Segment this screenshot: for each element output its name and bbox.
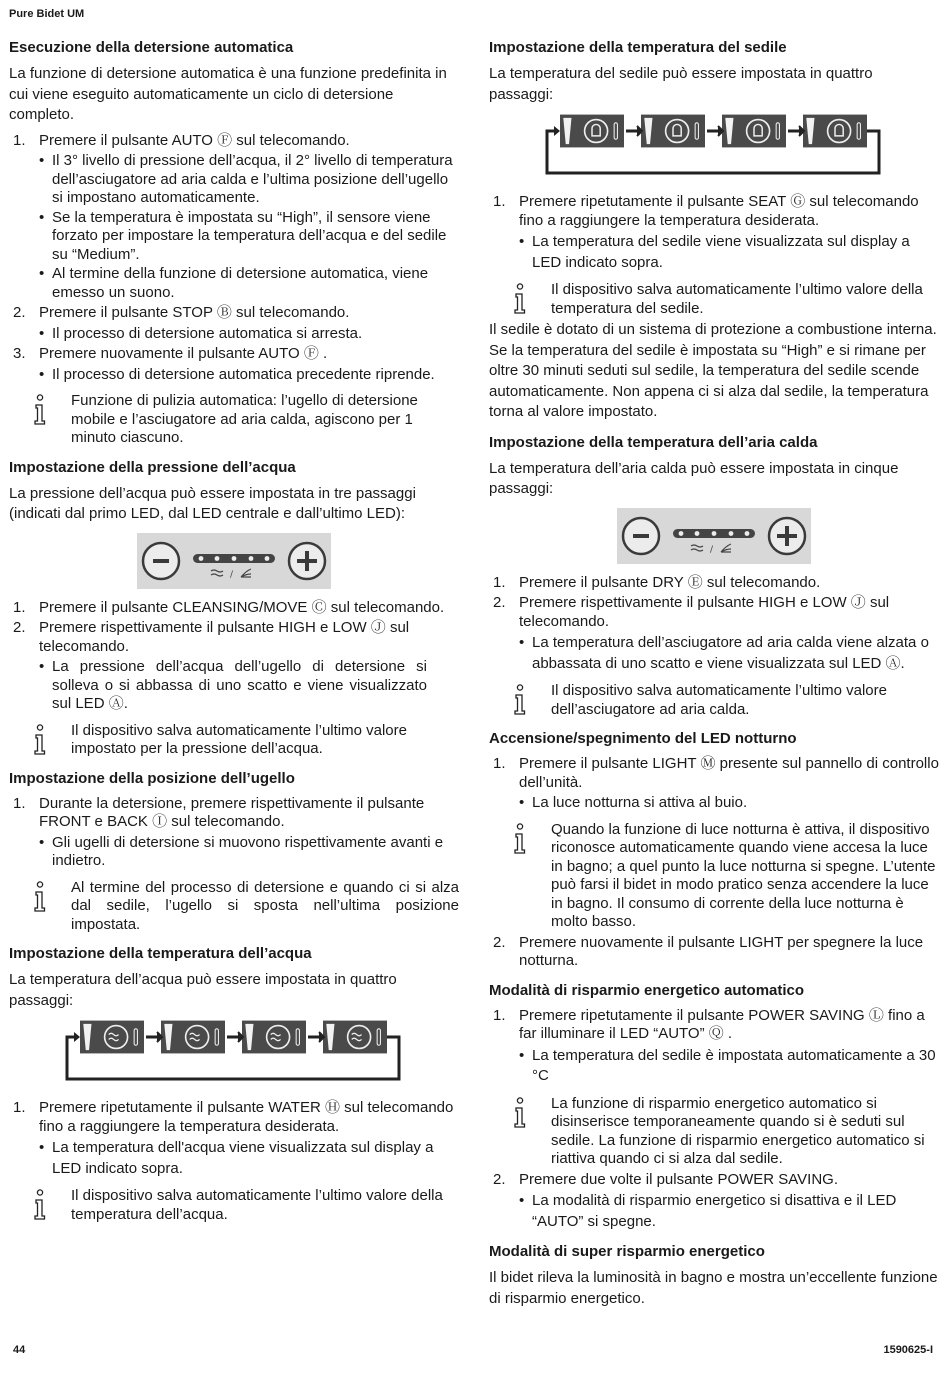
- step-1: 1. Durante la detersione, premere rispettivamente il pulsante FRONT e BACK Ⓘ sul telecomando.: [13, 794, 425, 830]
- bullet: • Gli ugelli di detersione si muovono rispettivamente avanti e indietro.: [9, 834, 459, 871]
- section-title: Impostazione della temperatura dell’acqua: [9, 945, 312, 962]
- info-icon: [31, 881, 49, 913]
- bullet: • La temperatura del sedile viene visualizzata sul display a LED indicato sopra.: [489, 232, 939, 273]
- section-seat-temperature: [489, 38, 939, 423]
- section-title: Impostazione della temperatura dell’aria calda: [489, 433, 818, 451]
- info-note: Funzione di pulizia automatica: l’ugello di detersione mobile e l’asciugatore ad aria calda, agiscono per 1 minuto ciascuno.: [9, 392, 459, 448]
- led-panel-icon: [137, 533, 331, 589]
- section-title: Modalità di risparmio energetico automatico: [489, 981, 805, 999]
- left-column: [9, 38, 459, 1234]
- bullet: • La luce notturna si attiva al buio.: [489, 794, 939, 813]
- section-water-pressure: [9, 458, 459, 759]
- section-intro: Il bidet rileva la luminosità in bagno e mostra un’eccellente funzione di risparmio energetico.: [489, 1269, 938, 1307]
- step-1: 1. Premere il pulsante AUTO Ⓕ sul telecomando.: [13, 131, 350, 149]
- bullet: • La temperatura dell’asciugatore ad aria calda viene alzata o abbassata di uno scatto e viene visualizzata sul LED Ⓐ.: [489, 633, 939, 674]
- section-auto-cleansing: [9, 38, 459, 448]
- step-1: 1. Premere ripetutamente il pulsante SEAT Ⓖ sul telecomando fino a raggiungere la temperatura desiderata.: [493, 193, 919, 229]
- document-code: 1590625-I: [883, 1344, 933, 1356]
- info-icon: [31, 1189, 49, 1221]
- led-panel-icon: [617, 508, 811, 564]
- step-1: 1. Premere il pulsante DRY Ⓔ sul telecomando.: [493, 573, 821, 591]
- info-note: Il dispositivo salva automaticamente l’ultimo valore dell’asciugatore ad aria calda.: [489, 682, 939, 719]
- section-night-light: [489, 729, 939, 971]
- step-1: 1. Premere ripetutamente il pulsante POWER SAVING Ⓛ fino a far illuminare il LED “AUTO” Ⓠ .: [493, 1006, 925, 1042]
- info-icon: [511, 823, 529, 855]
- step-1: 1. Premere il pulsante LIGHT Ⓜ presente sul pannello di controllo dell’unità.: [493, 755, 939, 791]
- bullet: • La temperatura dell'acqua viene visualizzata sul display a LED indicato sopra.: [9, 1138, 459, 1179]
- section-intro: La funzione di detersione automatica è una funzione predefinita in cui viene eseguito automaticamente un ciclo di detersione completo.: [9, 65, 447, 123]
- section-title: Accensione/spegnimento del LED notturno: [489, 730, 797, 747]
- document-header: Pure Bidet UM: [9, 8, 85, 20]
- section-intro: La pressione dell’acqua può essere impostata in tre passaggi (indicati dal primo LED, dal LED centrale e dall’ultimo LED):: [9, 484, 416, 522]
- temperature-cycle-icon: [62, 1019, 406, 1089]
- bullet: • Il processo di detersione automatica precedente riprende.: [9, 366, 459, 385]
- seat-temp-cycle-figure: [489, 113, 939, 183]
- bullet: • Se la temperatura è impostata su “High”, il sensore viene forzato per impostare la temperatura dell’acqua e del sedile su “Medium”.: [9, 209, 459, 265]
- step-2: 2. Premere rispettivamente il pulsante HIGH e LOW Ⓙ sul telecomando.: [13, 619, 410, 655]
- info-icon: [31, 724, 49, 756]
- temperature-cycle-icon: [542, 113, 886, 183]
- info-icon: [511, 283, 529, 315]
- page-number: 44: [13, 1344, 26, 1356]
- info-icon: [511, 1097, 529, 1129]
- info-icon: [511, 684, 529, 716]
- bullet: • Il 3° livello di pressione dell’acqua, il 2° livello di temperatura dell’asciugatore ad aria calda e l’ultima posizione dell’ugello si impostano automaticamente.: [9, 152, 459, 208]
- right-column: [489, 38, 939, 1319]
- section-water-temperature: [9, 944, 459, 1224]
- water-temp-cycle-figure: [9, 1019, 459, 1089]
- section-intro: La temperatura dell’aria calda può essere impostata in cinque passaggi:: [489, 459, 899, 497]
- info-note: La funzione di risparmio energetico automatico si disinserisce temporaneamente quando si è seduti sul sedile. La funzione di risparmio energetico automatico si riattiva quando ci si alza dal sedile.: [489, 1095, 939, 1169]
- seat-protection-paragraph: Il sedile è dotato di un sistema di protezione a combustione interna. Se la temperatura del sedile è impostata su “High” e si rimane per oltre 30 minuti seduti sul sedile, la temperatura del sedile scende automaticamente. Non appena ci si alza dal sedile, la temperatura torna al valore impostato.: [489, 321, 937, 420]
- info-note: Il dispositivo salva automaticamente l’ultimo valore della temperatura dell’acqua.: [9, 1187, 459, 1224]
- section-intro: La temperatura dell’acqua può essere impostata in quattro passaggi:: [9, 971, 397, 1009]
- air-led-panel-figure: [489, 508, 939, 564]
- bullet: • La modalità di risparmio energetico si disattiva e il LED “AUTO” si spegne.: [489, 1191, 939, 1232]
- section-super-power-saving: [489, 1242, 939, 1309]
- info-note: Il dispositivo salva automaticamente l’ultimo valore della temperatura del sedile.: [489, 281, 939, 318]
- step-1: 1. Premere il pulsante CLEANSING/MOVE Ⓒ sul telecomando.: [13, 598, 445, 616]
- step-2: 2. Premere rispettivamente il pulsante HIGH e LOW Ⓙ sul telecomando.: [493, 594, 890, 630]
- section-title: Impostazione della posizione dell’ugello: [9, 769, 295, 787]
- bullet: • Il processo di detersione automatica si arresta.: [9, 325, 459, 344]
- step-2: 2. Premere il pulsante STOP Ⓑ sul telecomando.: [13, 304, 350, 321]
- step-2: 2. Premere nuovamente il pulsante LIGHT per spegnere la luce notturna.: [493, 933, 924, 969]
- info-note: Al termine del processo di detersione e quando ci si alza dal sedile, l’ugello si sposta nell’ultima posizione impostata.: [9, 879, 459, 935]
- section-title: Impostazione della temperatura del sedile: [489, 39, 787, 56]
- section-nozzle-position: [9, 769, 459, 935]
- step-3: 3. Premere nuovamente il pulsante AUTO Ⓕ .: [13, 345, 328, 362]
- step-2: 2. Premere due volte il pulsante POWER SAVING.: [493, 1170, 839, 1188]
- bullet: • Al termine della funzione di detersione automatica, viene emesso un suono.: [9, 265, 459, 302]
- bullet: • La pressione dell’acqua dell’ugello di detersione si solleva o si abbassa di uno scatto e viene visualizzato sul LED Ⓐ.: [9, 658, 459, 714]
- pressure-led-panel-figure: [9, 533, 459, 589]
- info-note: Il dispositivo salva automaticamente l’ultimo valore impostato per la pressione dell’acqua.: [9, 722, 459, 759]
- section-auto-power-saving: [489, 981, 939, 1233]
- info-note: Quando la funzione di luce notturna è attiva, il dispositivo riconosce automaticamente quando viene accesa la luce in bagno; a quel punto la luce notturna si spegne. L’utente può farsi il bidet in modo pratico senza accendere la luce in bagno. Il consumo di corrente della luce notturna è molto basso.: [489, 821, 939, 932]
- section-title: Impostazione della pressione dell’acqua: [9, 458, 296, 476]
- info-icon: [31, 394, 49, 426]
- bullet: • La temperatura del sedile è impostata automaticamente a 30 °C: [489, 1046, 939, 1087]
- section-intro: La temperatura del sedile può essere impostata in quattro passaggi:: [489, 65, 873, 103]
- section-title: Modalità di super risparmio energetico: [489, 1243, 765, 1260]
- section-air-temperature: [489, 433, 939, 720]
- section-title: Esecuzione della detersione automatica: [9, 39, 294, 56]
- step-1: 1. Premere ripetutamente il pulsante WATER Ⓗ sul telecomando fino a raggiungere la temperatura desiderata.: [13, 1099, 454, 1135]
